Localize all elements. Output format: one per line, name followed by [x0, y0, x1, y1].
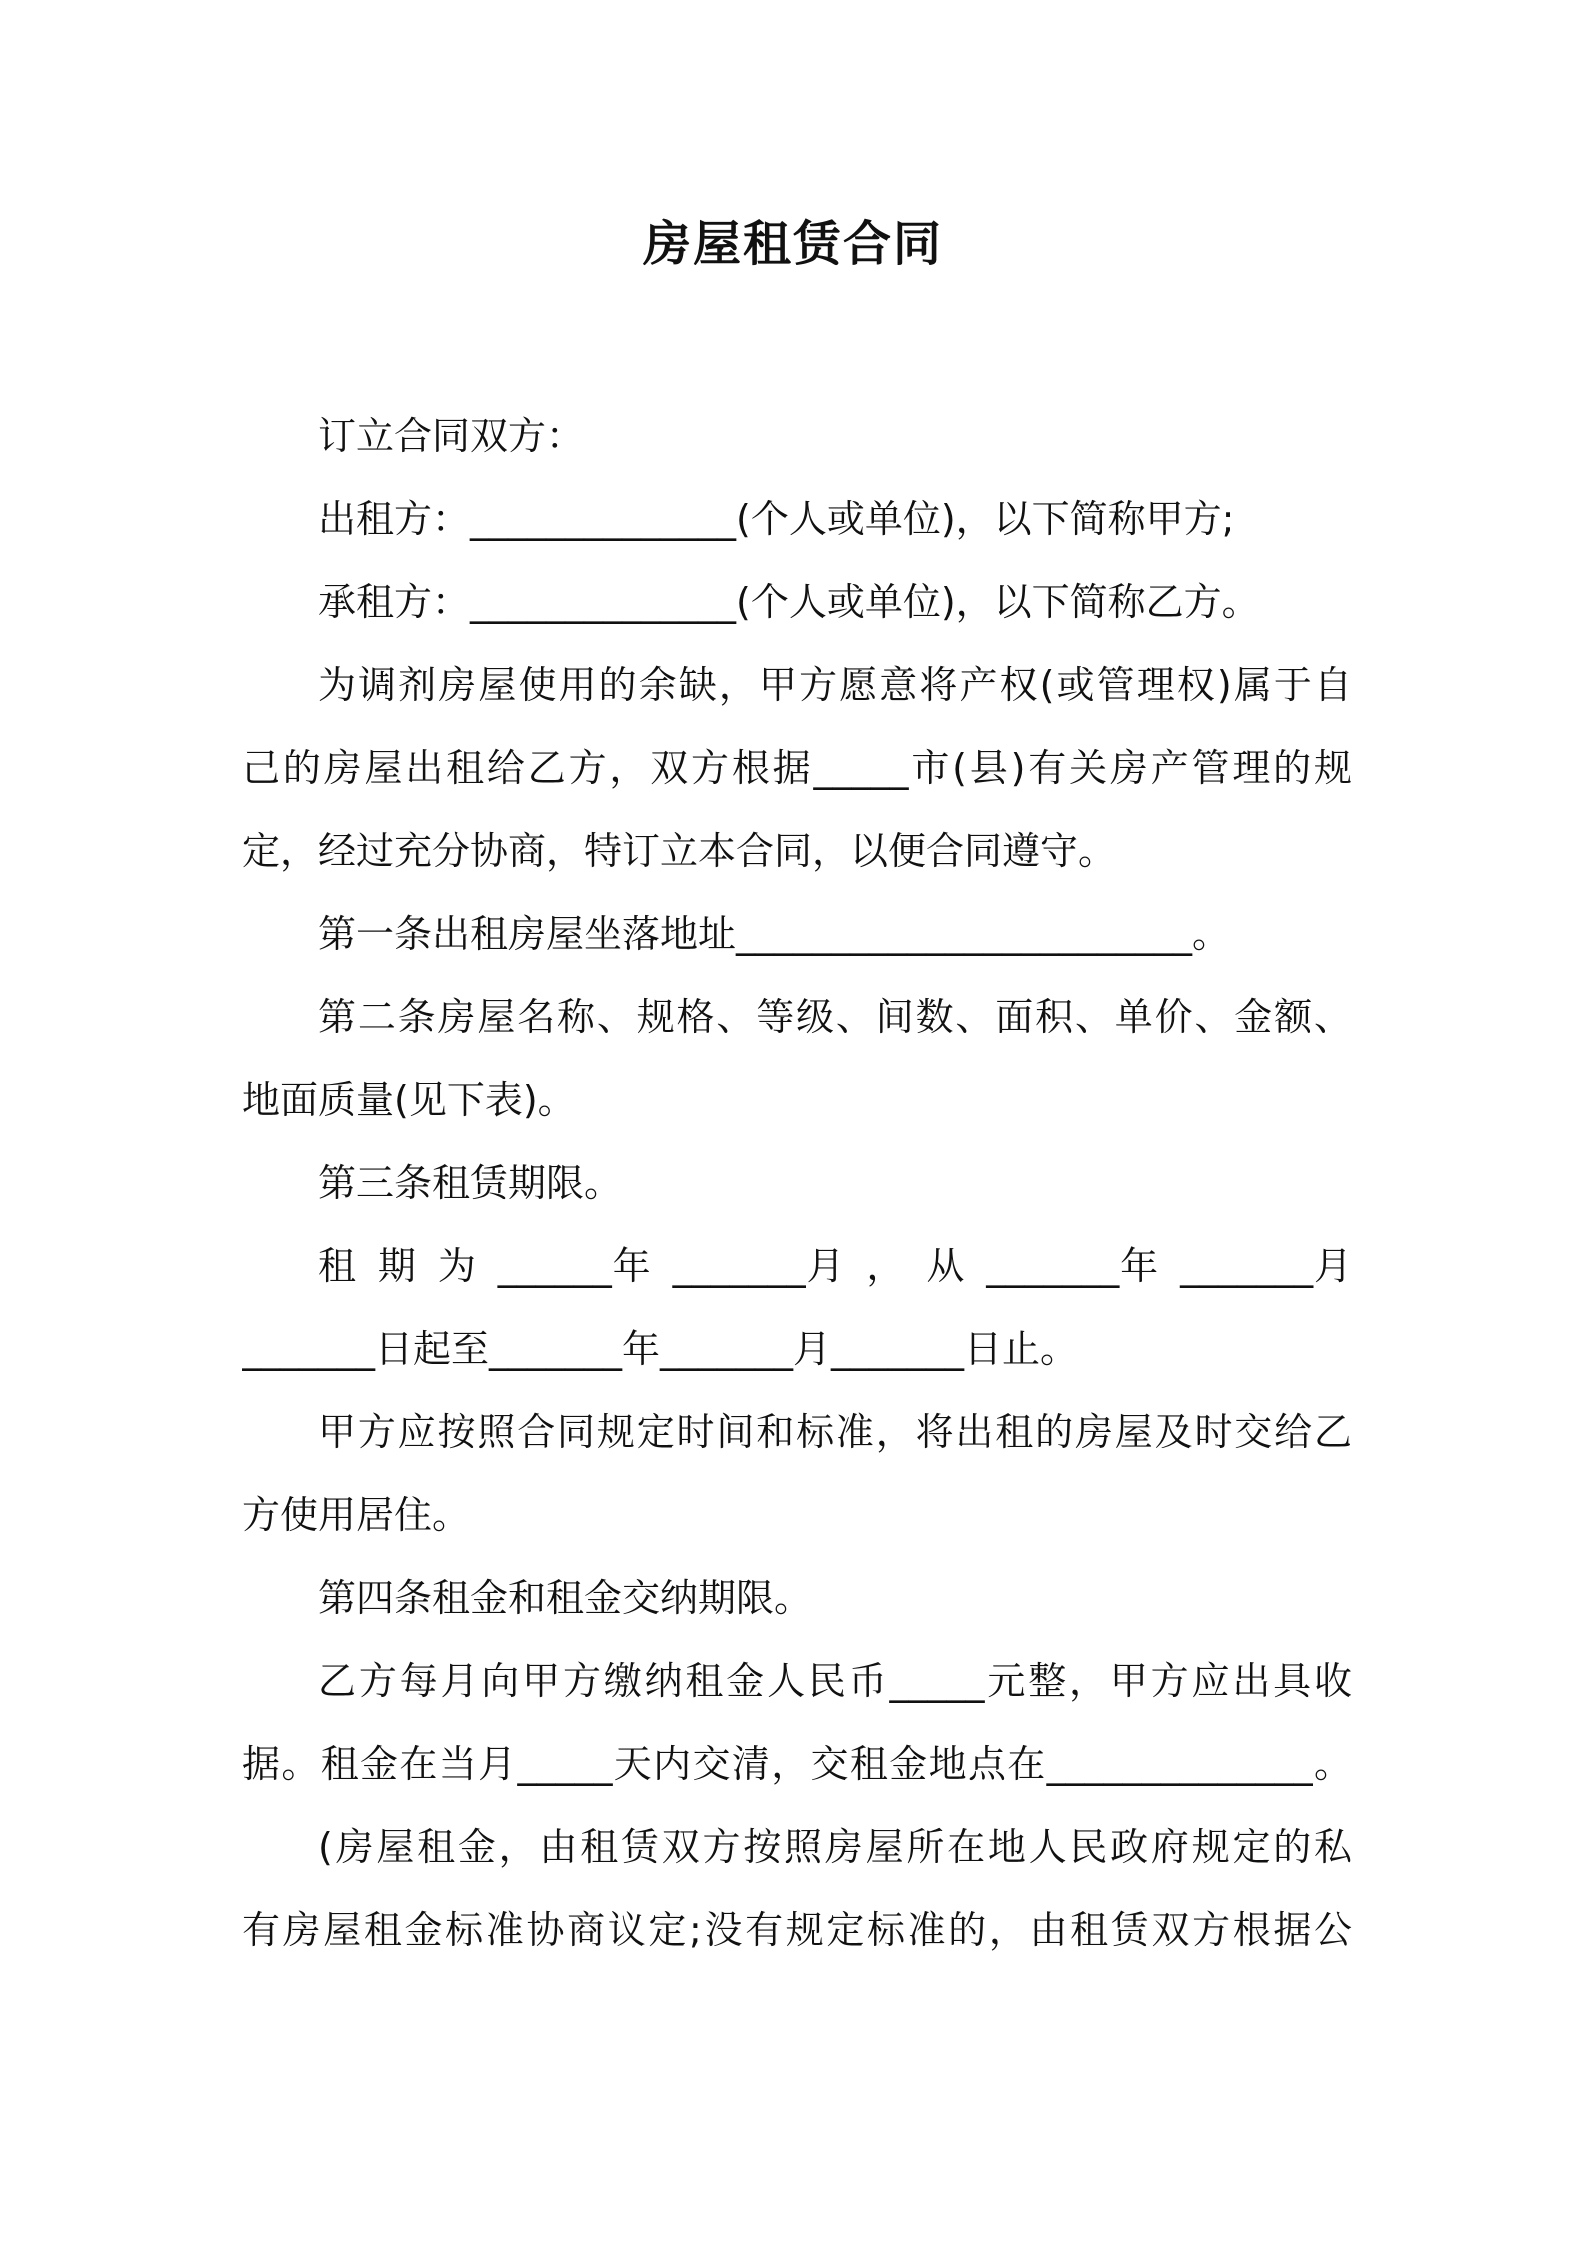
- article-3-delivery-line-1: 甲方应按照合同规定时间和标准，将出租的房屋及时交给乙: [318, 1410, 1352, 1454]
- article-4-note-line-1: (房屋租金，由租赁双方按照房屋所在地人民政府规定的私: [318, 1825, 1352, 1869]
- document-body: [242, 395, 1352, 1972]
- paragraph-parties-heading: 订立合同双方：: [318, 414, 585, 458]
- document-title: 房屋租赁合同: [642, 216, 943, 272]
- article-4-rent-line-1: 乙方每月向甲方缴纳租金人民币_____元整，甲方应出具收: [318, 1659, 1352, 1703]
- article-3-delivery-line-2: 方使用居住。: [242, 1493, 471, 1537]
- paragraph-lessee: 承租方：______________(个人或单位)，以下简称乙方。: [318, 580, 1260, 624]
- article-3-heading: 第三条租赁期限。: [318, 1161, 623, 1205]
- article-4-rent-line-2: 据。租金在当月_____天内交清，交租金地点在______________。: [242, 1742, 1352, 1786]
- article-4-note-line-2: 有房屋租金标准协商议定;没有规定标准的，由租赁双方根据公: [242, 1908, 1352, 1952]
- article-2-line-2: 地面质量(见下表)。: [242, 1078, 576, 1122]
- article-4-heading: 第四条租金和租金交纳期限。: [318, 1576, 813, 1620]
- paragraph-preamble-line-3: 定，经过充分协商，特订立本合同，以便合同遵守。: [242, 829, 1117, 873]
- paragraph-preamble-line-2: 己的房屋出租给乙方，双方根据_____市(县)有关房产管理的规: [242, 746, 1352, 790]
- article-3-term-line-2: _______日起至_______年_______月_______日止。: [242, 1327, 1079, 1371]
- article-2-line-1: 第二条房屋名称、规格、等级、间数、面积、单价、金额、: [318, 995, 1352, 1039]
- article-1-address: 第一条出租房屋坐落地址________________________。: [318, 912, 1231, 956]
- paragraph-preamble-line-1: 为调剂房屋使用的余缺，甲方愿意将产权(或管理权)属于自: [318, 663, 1352, 707]
- article-3-term-line-1: 租 期 为 ______年 _______月 ， 从 _______年 _______月: [318, 1244, 1352, 1288]
- paragraph-lessor: 出租方：______________(个人或单位)，以下简称甲方;: [318, 497, 1235, 541]
